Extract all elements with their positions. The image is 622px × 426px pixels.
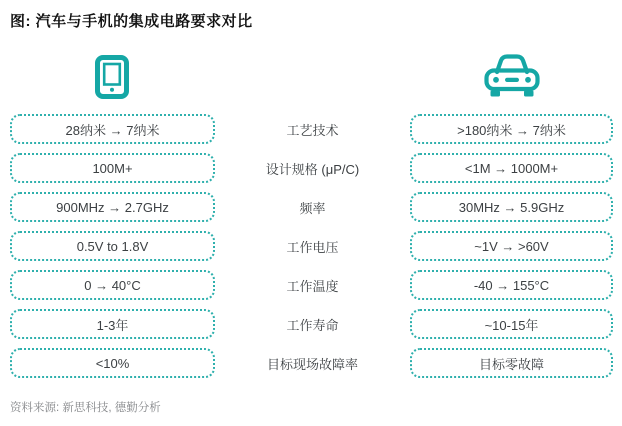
- phone-value-box: 900MHz → 2.7GHz: [10, 192, 215, 222]
- table-row: [10, 192, 613, 222]
- metric-label: 目标现场故障率: [266, 356, 358, 372]
- table-row: [10, 309, 613, 339]
- table-row: [10, 153, 613, 183]
- metric-label: 工作电压: [286, 239, 339, 255]
- smartphone-icon: [93, 55, 131, 104]
- metric-label: 工艺技术: [286, 122, 339, 138]
- car-value-box: -40 → 155°C: [410, 270, 613, 300]
- car-value-box: >180纳米 → 7纳米: [410, 114, 613, 144]
- source-note: 资料来源: 新思科技, 德勤分析: [10, 402, 161, 414]
- metric-label: 工作寿命: [286, 317, 339, 333]
- car-value-box: 30MHz → 5.9GHz: [410, 192, 613, 222]
- phone-value-box: 100M+: [10, 153, 215, 183]
- metric-label: 设计规格 (μP/C): [265, 161, 360, 177]
- car-value-box: 目标零故障: [410, 348, 613, 378]
- table-row: [10, 348, 613, 378]
- table-row: [10, 114, 613, 144]
- metric-label: 频率: [299, 200, 326, 216]
- car-value-box: <1M → 1000M+: [410, 153, 613, 183]
- table-row: [10, 270, 613, 300]
- car-icon: [483, 52, 541, 105]
- table-row: [10, 231, 613, 261]
- phone-value-box: 0.5V to 1.8V: [10, 231, 215, 261]
- comparison-rows: [10, 114, 613, 378]
- phone-value-box: 0 → 40°C: [10, 270, 215, 300]
- car-value-box: ~1V → >60V: [410, 231, 613, 261]
- metric-label: 工作温度: [286, 278, 339, 294]
- figure-title: 图: 汽车与手机的集成电路要求对比: [10, 13, 253, 30]
- phone-value-box: 28纳米 → 7纳米: [10, 114, 215, 144]
- phone-value-box: 1-3年: [10, 309, 215, 339]
- car-value-box: ~10-15年: [410, 309, 613, 339]
- phone-value-box: <10%: [10, 348, 215, 378]
